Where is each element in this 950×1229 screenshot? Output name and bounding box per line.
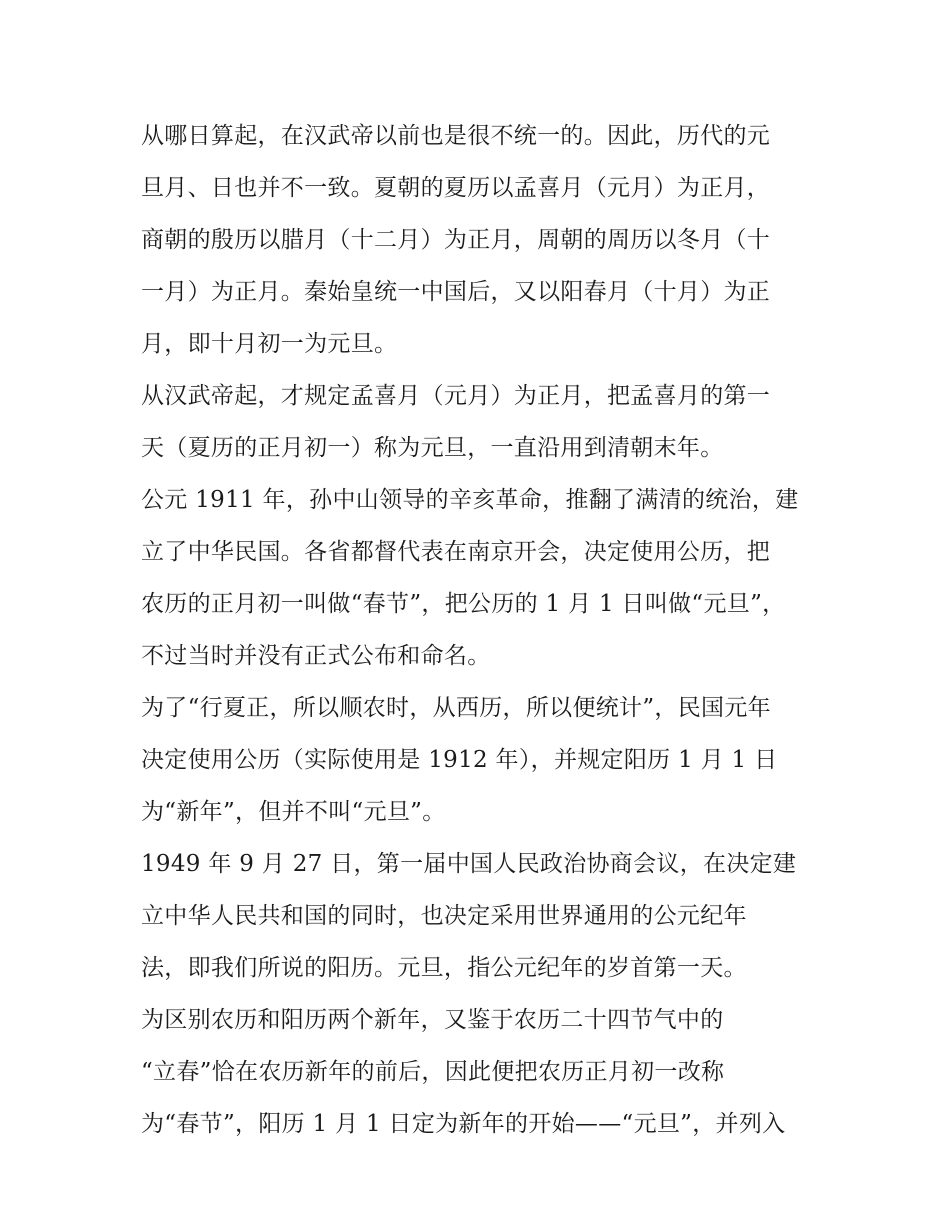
- text-line: 商朝的殷历以腊月（十二月）为正月，周朝的周历以冬月（十: [141, 227, 771, 253]
- text-line: “立春”恰在农历新年的前后，因此便把农历正月初一改称: [141, 1059, 725, 1085]
- text-line: 从哪日算起，在汉武帝以前也是很不统一的。因此，历代的元: [141, 123, 771, 149]
- text-line: 不过当时并没有正式公布和命名。: [141, 643, 491, 669]
- text-line: 为“春节”，阳历 1 月 1 日定为新年的开始——“元旦”，并列入: [141, 1111, 786, 1137]
- text-line: 公元 1911 年，孙中山领导的辛亥革命，推翻了满清的统治，建: [141, 487, 799, 513]
- text-line: 月，即十月初一为元旦。: [141, 331, 398, 357]
- text-line: 立了中华民国。各省都督代表在南京开会，决定使用公历，把: [141, 539, 771, 565]
- text-line: 从汉武帝起，才规定孟喜月（元月）为正月，把孟喜月的第一: [141, 383, 771, 409]
- text-line: 法，即我们所说的阳历。元旦，指公元纪年的岁首第一天。: [141, 955, 747, 981]
- text-line: 一月）为正月。秦始皇统一中国后，又以阳春月（十月）为正: [141, 279, 771, 305]
- text-line: 为区别农历和阳历两个新年，又鉴于农历二十四节气中的: [141, 1007, 724, 1033]
- text-line: 农历的正月初一叫做“春节”，把公历的 1 月 1 日叫做“元旦”，: [141, 591, 786, 617]
- document-body: [141, 110, 821, 1150]
- text-line: 立中华人民共和国的同时，也决定采用世界通用的公元纪年: [141, 903, 747, 929]
- text-line: 1949 年 9 月 27 日，第一届中国人民政治协商会议，在决定建: [141, 851, 797, 877]
- text-line: 决定使用公历（实际使用是 1912 年），并规定阳历 1 月 1 日: [141, 747, 778, 773]
- text-line: 旦月、日也并不一致。夏朝的夏历以孟喜月（元月）为正月，: [141, 175, 771, 201]
- text-line: 天（夏历的正月初一）称为元旦，一直沿用到清朝末年。: [141, 435, 724, 461]
- text-line: 为了“行夏正，所以顺农时，从西历，所以便统计”，民国元年: [141, 695, 771, 721]
- text-line: 为“新年”，但并不叫“元旦”。: [141, 799, 446, 825]
